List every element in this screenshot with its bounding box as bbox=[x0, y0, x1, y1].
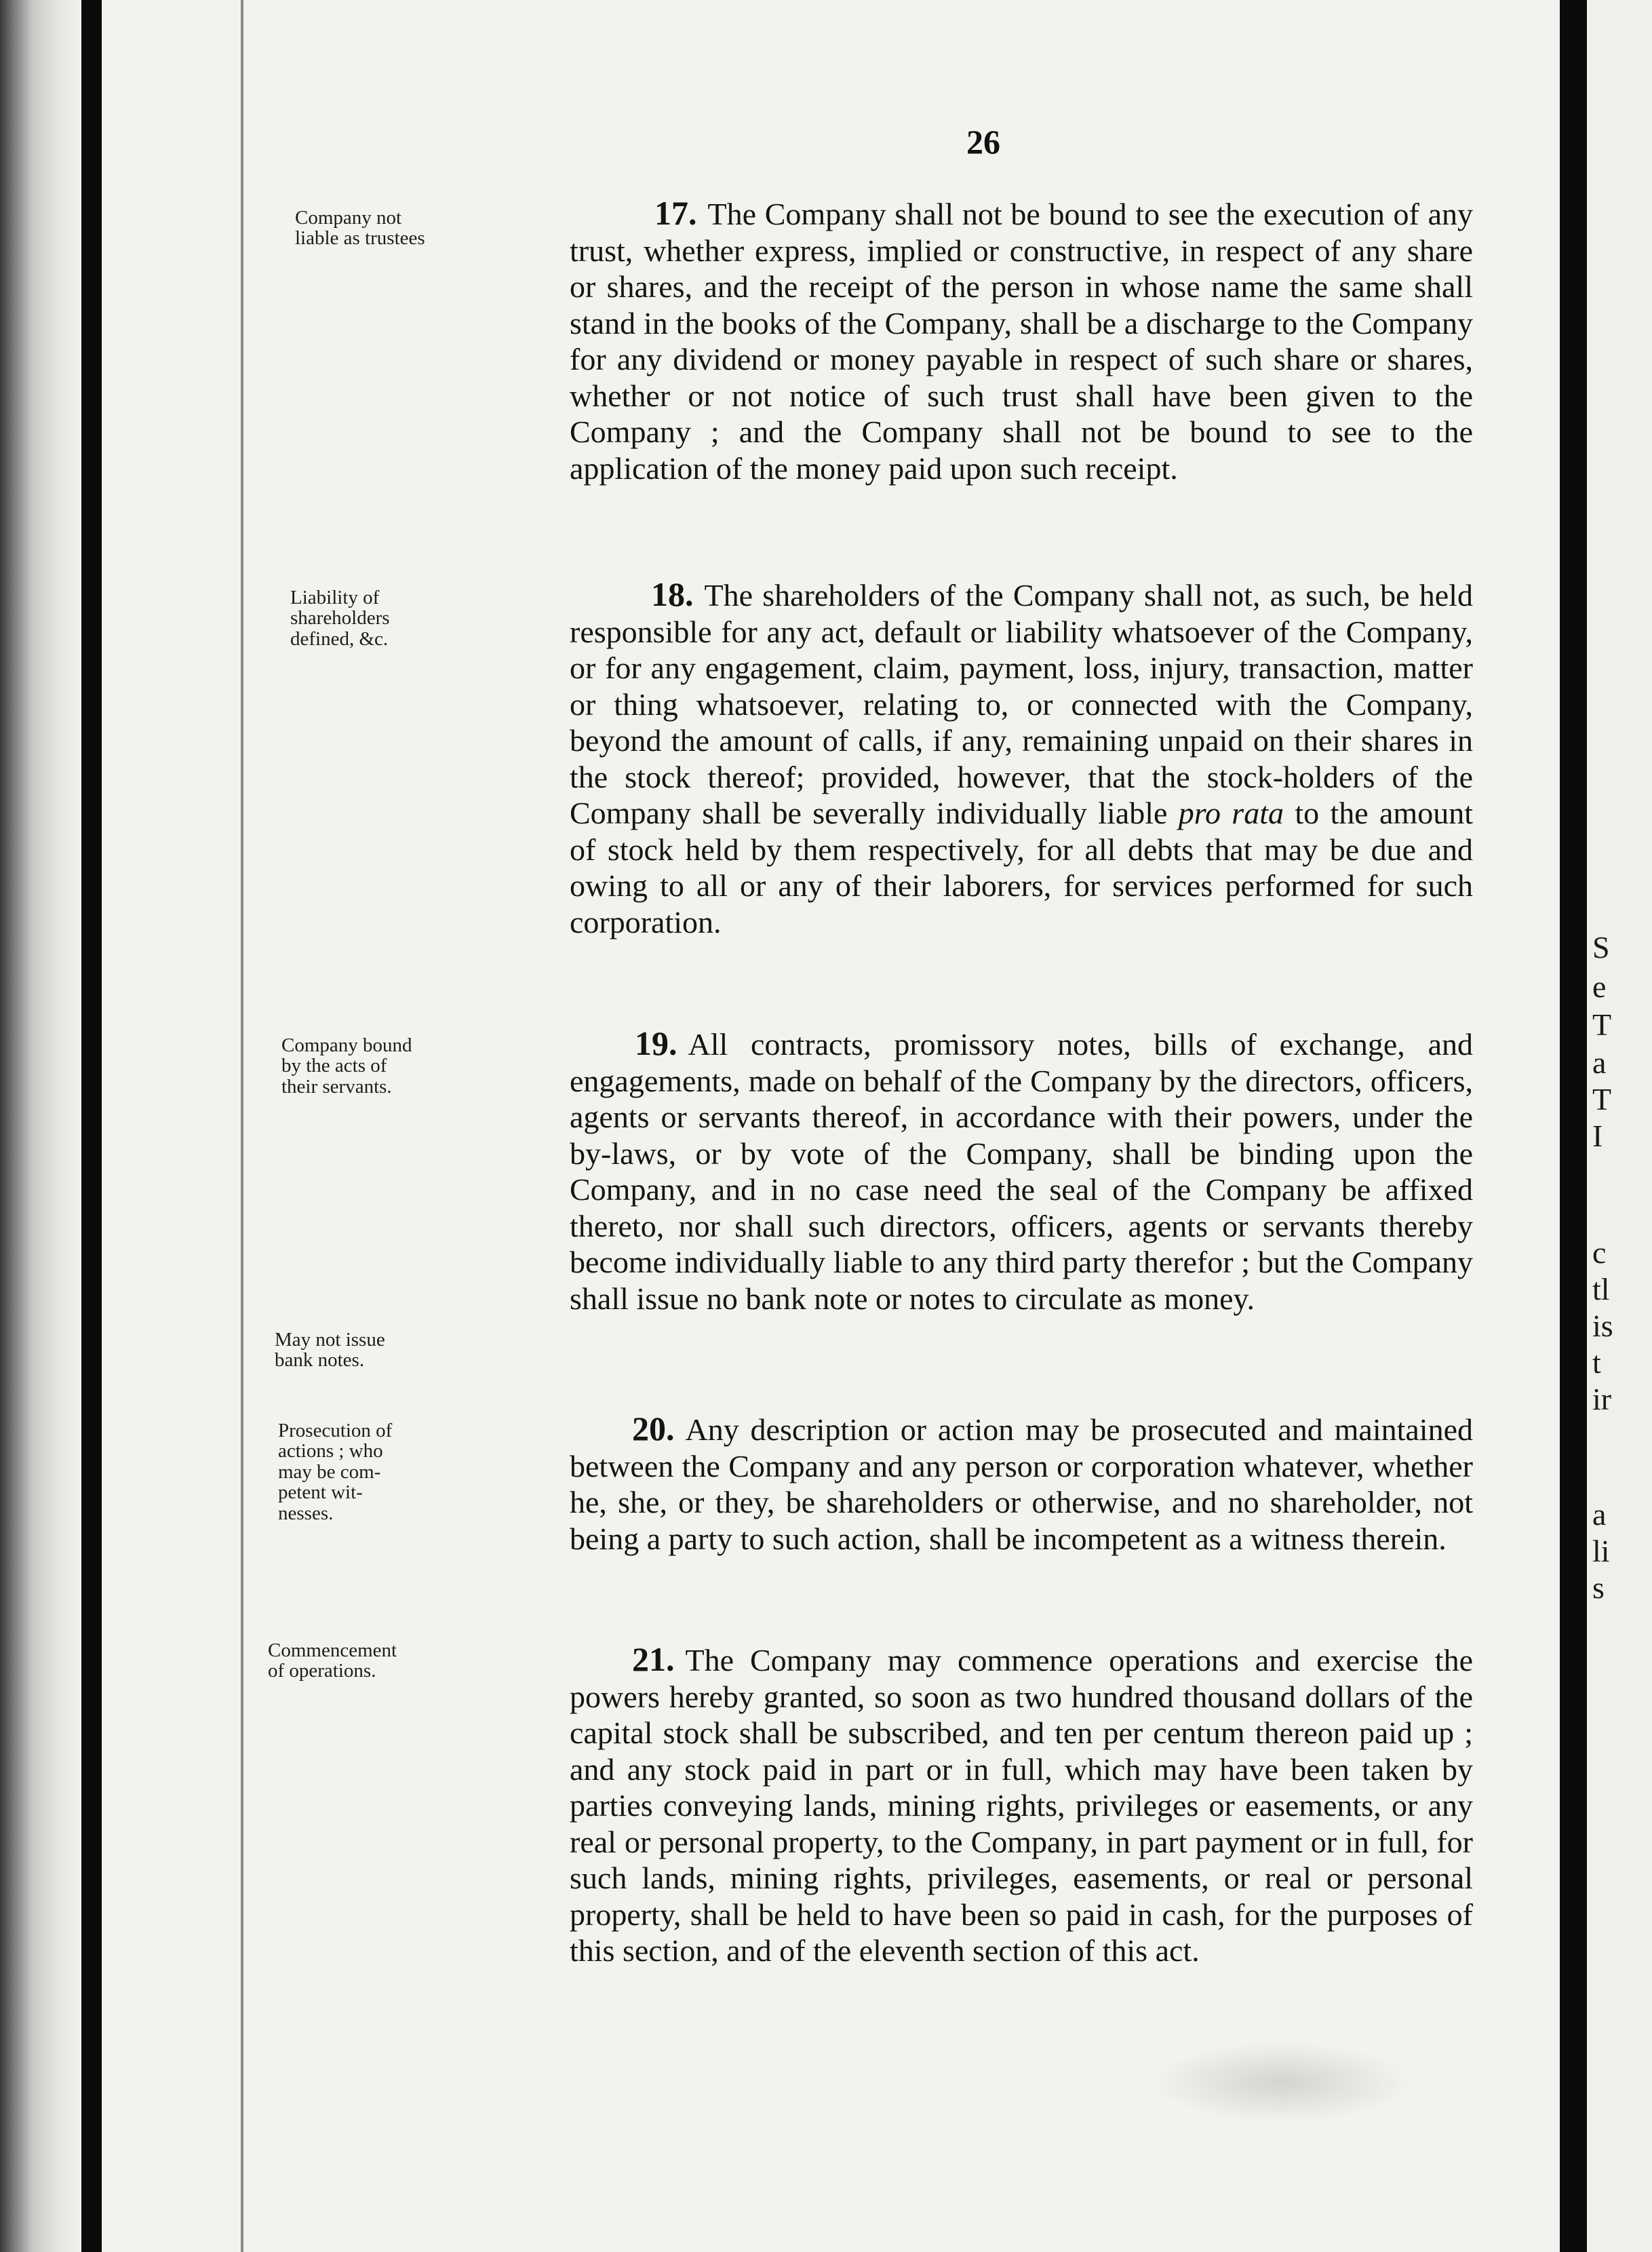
adjacent-fragment: T bbox=[1592, 1082, 1612, 1117]
page-binding-shadow bbox=[0, 0, 81, 2252]
adjacent-fragment: s bbox=[1592, 1570, 1605, 1605]
section-number-17: 17. bbox=[654, 194, 697, 232]
section-number-20: 20. bbox=[632, 1410, 675, 1448]
document-page bbox=[102, 0, 1560, 2252]
section-17 bbox=[570, 195, 1473, 486]
section-21-text: The Company may commence operations and exercise the powers hereby granted, so soon as two hundred thousand dollars of the capital stock shall be subscribed, and ten per centum thereon paid up ; and any stock paid in part or in full, which may have been taken by parties conveying lands, mining rights, privileges or easements, or any real or personal property, to the Company, in part payment or in full, for such lands, mining rights, privileges, easements, or real or personal property, shall be held to have been so paid in cash, for the purposes of this section, and of the eleventh section of this act. bbox=[570, 1643, 1473, 1968]
margin-note-18: Liability of shareholders defined, &c. bbox=[290, 587, 390, 650]
section-number-21: 21. bbox=[632, 1640, 675, 1678]
adjacent-page-edge bbox=[1587, 0, 1652, 2252]
adjacent-fragment: I bbox=[1592, 1119, 1603, 1153]
section-21 bbox=[570, 1642, 1473, 1969]
section-number-18: 18. bbox=[651, 575, 694, 613]
adjacent-fragment: is bbox=[1592, 1308, 1613, 1343]
margin-note-20: Prosecution of actions ; who may be com- petent wit- nesses. bbox=[278, 1420, 393, 1524]
section-18 bbox=[570, 577, 1473, 940]
adjacent-fragment: c bbox=[1592, 1235, 1607, 1270]
margin-note-17: Company not liable as trustees bbox=[295, 207, 425, 250]
section-19-text: All contracts, promissory notes, bills of exchange, and engagements, made on behalf of the Company by the directors, officers, agents or servants thereof, in accordance with their powers, under the by-laws, or by vote of the Company, shall be binding upon the Company, and in no case need the seal of the Company be affixed thereto, nor shall such directors, officers, agents or servants thereby become individually liable to any third party therefor ; but the Company shall issue no bank note or notes to circulate as money. bbox=[570, 1027, 1473, 1316]
adjacent-fragment: t bbox=[1592, 1345, 1601, 1380]
adjacent-fragment: S bbox=[1592, 930, 1610, 965]
adjacent-fragment: a bbox=[1592, 1497, 1607, 1532]
section-20-text: Any description or action may be prosecuted and maintained between the Company and any person or corporation whatever, whether he, she, or they, be shareholders or otherwise, and no shareholder, not being a party to such action, shall be incompetent as a witness therein. bbox=[570, 1412, 1473, 1556]
ink-blot-smudge bbox=[1153, 2042, 1411, 2123]
margin-note-21: Commencement of operations. bbox=[268, 1639, 397, 1682]
adjacent-fragment: e bbox=[1592, 969, 1607, 1004]
section-18-text-b: to the amount of stock held by them respectively, for all debts that may be due and owing to all or any of their laborers, for services performed for such corporation. bbox=[570, 796, 1473, 939]
section-number-19: 19. bbox=[635, 1024, 677, 1062]
section-19 bbox=[570, 1026, 1473, 1317]
binding-edge-line bbox=[241, 0, 243, 2252]
section-20 bbox=[570, 1411, 1473, 1557]
margin-note-19: Company bound by the acts of their servants. bbox=[281, 1034, 412, 1098]
adjacent-fragment: T bbox=[1592, 1007, 1612, 1042]
section-18-text-a: The shareholders of the Company shall not, as such, be held responsible for any act, default or liability whatsoever of the Company, or for any engagement, claim, payment, loss, injury, transaction, matter or thing whatsoever, relating to, or connected with the Company, beyond the amount of calls, if any, remaining unpaid on their shares in the stock thereof; provided, however, that the stock-holders of the Company shall be severally individually liable bbox=[570, 578, 1473, 830]
adjacent-fragment: tl bbox=[1592, 1272, 1610, 1306]
adjacent-fragment: a bbox=[1592, 1045, 1607, 1080]
section-18-italic: pro rata bbox=[1178, 796, 1284, 830]
adjacent-fragment: ir bbox=[1592, 1382, 1612, 1416]
adjacent-fragment: li bbox=[1592, 1534, 1610, 1568]
page-number: 26 bbox=[966, 123, 1000, 161]
margin-note-19b: May not issue bank notes. bbox=[275, 1329, 385, 1372]
section-17-text: The Company shall not be bound to see the execution of any trust, whether express, implied or constructive, in respect of any share or shares, and the receipt of the person in whose name the same shall stand in the books of the Company, shall be a discharge to the Company for any dividend or money payable in respect of such share or shares, whether or not notice of such trust shall have been given to the Company ; and the Company shall not be bound to see to the application of the money paid upon such receipt. bbox=[570, 197, 1473, 486]
